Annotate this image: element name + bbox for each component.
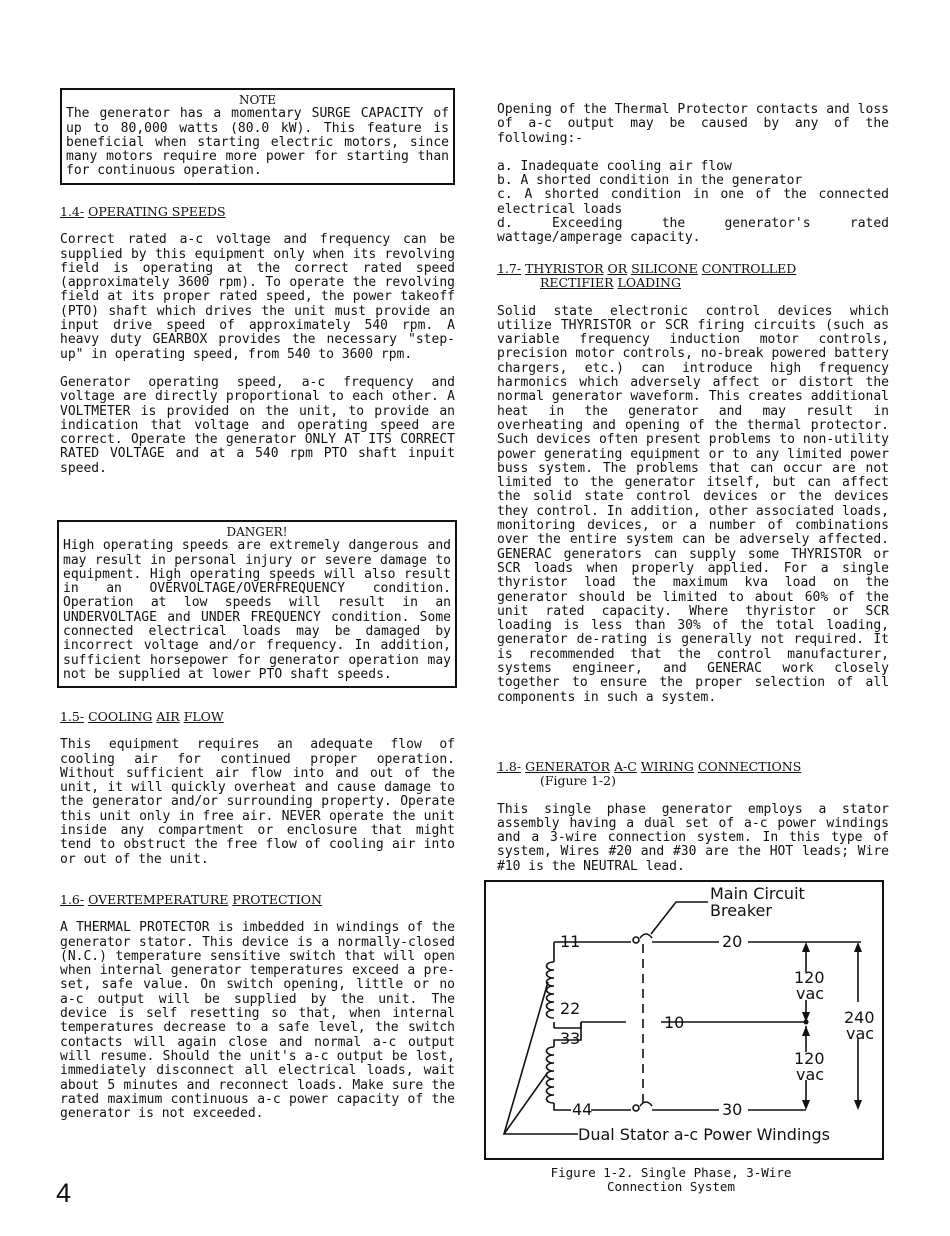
cause-list: [497, 160, 889, 246]
paragraph: Generator operating speed, a-c frequency and voltage are directly proportional to each other. A VOLTMETER is provided on the unit, to provide an indication that voltage and operating speed are correct. Operate the generator ONLY AT ITS CORRECT RATED VOLTAGE and at a 540 rpm PTO shaft inpuit speed.: [60, 374, 455, 476]
windings-label: Dual Stator a-c Power Windings: [578, 1125, 830, 1144]
section-number: 1.8-: [497, 759, 522, 774]
section-title-part: OR: [607, 261, 628, 276]
coil-bottom-lead: [554, 1103, 571, 1110]
paragraph: Correct rated a-c voltage and frequency can be supplied by this equipment only when its revolving field is operating at the correct rated speed (approximately 3600 rpm). To operate the revolving field at its proper rated speed, the power takeoff (PTO) shaft which drives the unit must provide an input drive speed of approximately 540 rpm. A heavy duty GEARBOX provides the necessary "step-up" in operating speed, from 540 to 3600 rpm.: [60, 232, 455, 362]
wire-label-11: 11: [560, 932, 581, 951]
list-item: c. A shorted condition in one of the connected electrical loads: [497, 187, 889, 217]
section-1-5: [60, 710, 455, 867]
section-title-part: SILICONE: [631, 261, 698, 276]
paragraph: A THERMAL PROTECTOR is imbedded in windings of the generator stator. This device is a normally-closed (N.C.) temperature sensitive switch that will open when internal generator temperatures exceed a pre-set, safe value. On switch opening, little or no a-c output will be supplied by the unit. The device is self resetting so that, when internal temperatures decrease to a safe level, the switch contacts will again close and normal a-c output will resume. Should the unit's a-c output be lost, immediately disconnect all electrical loads, wait about 5 minutes and reconnect loads. Make sure the rated maximum continuous a-c power capacity of the generator is not exceeded.: [60, 920, 455, 1122]
figure-caption: [484, 1166, 858, 1194]
wiring-diagram: [486, 882, 882, 1158]
wire-label-20: 20: [722, 932, 743, 951]
breaker-arc: [640, 1102, 652, 1106]
section-1-6-heading: [60, 893, 455, 907]
breaker-label-1: Main Circuit: [710, 884, 805, 903]
paragraph: This single phase generator employs a stator assembly having a dual set of a-c power windings and a 3-wire connection system. In this type of system, Wires #20 and #30 are the HOT leads; Wire #10 is the NEUTRAL lead.: [497, 801, 889, 874]
voltage-unit-bottom: vac: [796, 1065, 825, 1084]
section-title-part: RECTIFIER: [540, 275, 614, 291]
caption-line: Connection System: [607, 1179, 735, 1194]
wire-label-33: 33: [560, 1029, 581, 1048]
arrowhead: [802, 942, 810, 952]
section-title-part: CONNECTIONS: [697, 759, 802, 774]
section-number: 1.6-: [60, 892, 85, 907]
section-title-part: CONTROLLED: [701, 261, 797, 276]
windings-leader: [504, 1072, 548, 1134]
section-number: 1.5-: [60, 709, 85, 724]
neutral-node: [804, 1020, 809, 1025]
section-title-part: THYRISTOR: [525, 261, 604, 276]
section-number: 1.4-: [60, 204, 85, 219]
voltage-label-bottom: 120: [794, 1049, 825, 1068]
paragraph: Solid state electronic control devices which utilize THYRISTOR or SCR firing circuits (such as variable frequency induction motor controls, precision motor controls, no-break powered battery chargers, etc.) can introduce high frequency harmonics which adversely affect or distort the normal generator waveform. This creates additional heat in the generator and may result in overheating and opening of the thermal protector. Such devices often present problems to non-utility power generating equipment or to any limited power buss system. The problems that can occur are not limited to the generator itself, but can affect the solid state control devices or the devices they control. In addition, other associated loads, monitoring devices, or a number of combinations over the entire system can be adversely affected. GENERAC generators can supply some THYRISTOR or SCR loads when properly applied. For a single thyristor load the maximum kva load on the generator should be limited to about 60% of the unit rated capacity. Where thyristor or SCR loading is less than 30% of the total loading, generator de-rating is generally not required. It is recommended that the control manufacturer, systems engineer, and GENERAC work closely together to ensure the proper selection of all components in such a system.: [497, 303, 889, 705]
section-1-8: [497, 760, 889, 874]
note-box: [60, 88, 455, 185]
wire-label-44: 44: [572, 1100, 593, 1119]
section-1-6: [60, 893, 455, 1121]
arrowhead: [854, 942, 862, 952]
danger-text: High operating speeds are extremely dangerous and may result in personal injury or severe damage to equipment. High operating speeds will also result in an OVERVOLTAGE/OVERFREQUENCY condition. Operation at low speeds will result in an UNDERVOLTAGE and UNDER FREQUENCY condition. Some connected electrical loads may be damaged by incorrect voltage and/or frequency. In addition, sufficient horsepower for generator operation may not be supplied at lower PTO shaft speeds.: [63, 538, 451, 682]
paragraph: Opening of the Thermal Protector contacts and loss of a-c output may be caused by any of the following:-: [497, 102, 889, 146]
note-title: NOTE: [238, 93, 277, 107]
section-number: 1.7-: [497, 261, 522, 276]
section-title-part: WIRING: [640, 759, 694, 774]
coil-top: [547, 962, 555, 1018]
voltage-unit-total: vac: [846, 1024, 875, 1043]
list-item: d. Exceeding the generator's rated wattage/amperage capacity.: [497, 216, 889, 246]
arrowhead: [802, 1100, 810, 1110]
wire-label-10: 10: [664, 1013, 685, 1032]
figure-1-2: [484, 880, 884, 1160]
section-1-4: [60, 205, 455, 476]
right-intro: [497, 103, 889, 246]
figure-reference: (Figure 1-2): [540, 773, 616, 789]
caption-line: Figure 1-2. Single Phase, 3-Wire: [550, 1165, 792, 1180]
arrowhead: [854, 1100, 862, 1110]
breaker-leader-line: [651, 902, 708, 934]
section-1-7: [497, 262, 889, 705]
section-1-5-heading: [60, 710, 455, 724]
note-text: The generator has a momentary SURGE CAPACITY of up to 80,000 watts (80.0 kW). This feature is beneficial when starting electric motors, since many motors require more power for starting than for continuous operation.: [66, 106, 449, 179]
paragraph: This equipment requires an adequate flow of cooling air for continued proper operation. Without sufficient air flow into and out of the unit, it will quickly overheat and cause damage to the generator and/or surrounding property. Operate this unit only in free air. NEVER operate the unit inside any compartment or enclosure that might tend to obstruct the free flow of cooling air into or out of the unit.: [60, 737, 455, 867]
section-title-part: FLOW: [183, 709, 224, 724]
wire-label-22: 22: [560, 999, 581, 1018]
breaker-label-2: Breaker: [710, 901, 772, 920]
section-title-part: LOADING: [617, 275, 681, 291]
voltage-label-top: 120: [794, 968, 825, 987]
voltage-label-total: 240: [844, 1008, 875, 1027]
section-1-4-heading: [60, 205, 455, 219]
breaker-contact: [633, 937, 639, 943]
list-item: a. Inadequate cooling air flow: [497, 158, 732, 174]
section-1-8-heading: [497, 760, 889, 789]
section-title-part: COOLING: [88, 709, 153, 724]
list-item: b. A shorted condition in the generator: [497, 173, 803, 189]
page-number: 4: [56, 1178, 72, 1208]
voltage-unit-top: vac: [796, 984, 825, 1003]
left-column: [60, 88, 455, 185]
section-title-part: GENERATOR: [525, 759, 611, 774]
breaker-arc: [640, 934, 652, 938]
section-title: OPERATING SPEEDS: [88, 204, 226, 219]
section-title-part: OVERTEMPERATURE: [88, 892, 229, 907]
section-title-part: AIR: [156, 709, 180, 724]
danger-box: [57, 520, 457, 688]
danger-wrap: [57, 520, 457, 688]
wire-label-30: 30: [722, 1100, 743, 1119]
arrowhead: [802, 1026, 810, 1036]
wire-22-lead: [554, 1022, 581, 1028]
section-title-part: A-C: [614, 759, 637, 774]
breaker-contact: [633, 1105, 639, 1111]
section-title-part: PROTECTION: [232, 892, 322, 907]
coil-bottom: [547, 1047, 555, 1103]
danger-title: DANGER!: [226, 525, 288, 539]
section-1-7-heading: [497, 262, 889, 291]
